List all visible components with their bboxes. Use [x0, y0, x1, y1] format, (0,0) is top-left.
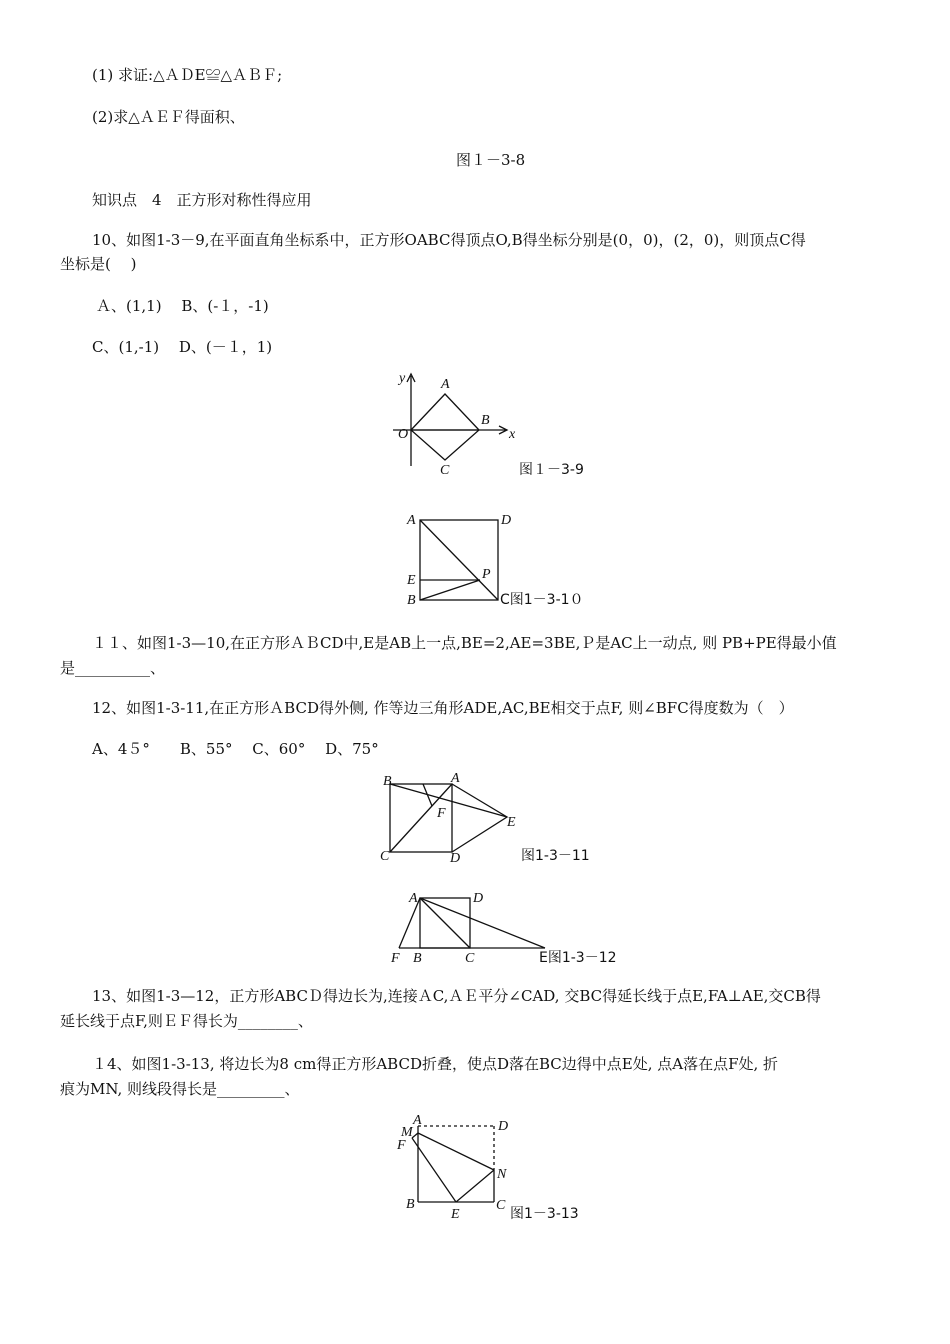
label-d: D — [501, 513, 512, 528]
q14-text-line1: １4、如图1-3-13, 将边长为8 cm得正方形ABCD折叠，使点D落在BC边得中点E处, 点A落在点F处, 折 — [92, 1055, 779, 1073]
q10-options-ab: Ａ、(1,1) B、(-１，-1) — [96, 297, 269, 315]
figure-caption: 图1-3－11 — [521, 848, 590, 864]
q12-text: 12、如图1-3-11,在正方形ＡBCD得外侧, 作等边三角形ADE,AC,BE相交于点F, 则∠BFC得度数为（ ） — [92, 699, 794, 717]
label-a: A — [409, 891, 418, 906]
segment-bp — [420, 580, 480, 600]
segment-be — [390, 784, 507, 817]
label-f: F — [391, 951, 400, 966]
q11-text-line2: 是__________、 — [60, 659, 166, 677]
label-d: D — [450, 851, 461, 866]
q9-part2: (2)求△ＡＥＦ得面积、 — [92, 108, 245, 126]
segment-mf — [412, 1133, 418, 1138]
label-c: C — [496, 1198, 506, 1213]
label-a: A — [451, 771, 460, 786]
label-f: F — [397, 1138, 406, 1153]
label-a: A — [413, 1113, 422, 1128]
label-b: B — [383, 774, 392, 789]
q9-part1: (1) 求证:△ＡＤE≌△ＡＢＦ; — [92, 66, 283, 84]
figure-1-3-10 — [400, 510, 630, 610]
label-o: O — [398, 427, 409, 442]
label-c: C — [380, 849, 390, 864]
label-y: y — [399, 371, 406, 386]
label-f: F — [437, 806, 446, 821]
label-x: x — [509, 427, 516, 442]
figure-caption: 图1－3-13 — [510, 1206, 579, 1222]
segment-ac — [420, 898, 470, 948]
figure-caption-1-3-8: 图１－3-8 — [456, 151, 526, 169]
label-m: M — [401, 1125, 413, 1140]
label-p: P — [482, 567, 491, 582]
q10-text-line2: 坐标是( ) — [60, 255, 137, 273]
equilateral-triangle-ade — [452, 784, 507, 852]
figure-1-3-13 — [392, 1112, 632, 1222]
section-heading: 知识点 4 正方形对称性得应用 — [92, 191, 312, 209]
label-b: B — [407, 593, 416, 608]
figure-1-3-11 — [375, 772, 615, 870]
figure-1-3-12 — [385, 888, 635, 968]
segment-en — [456, 1170, 494, 1202]
q12-options: A、4５° B、55° C、60° D、75° — [92, 740, 379, 758]
label-d: D — [473, 891, 484, 906]
label-a: A — [441, 377, 450, 392]
q13-text-line1: 13、如图1-3—12，正方形ABCＤ得边长为,连接ＡC,ＡＥ平分∠CAD, 交BC得延长线于点E,FA⊥AE,交CB得 — [92, 987, 821, 1005]
diagonal-ac — [420, 520, 498, 600]
label-n: N — [497, 1167, 507, 1182]
figure-caption: C图1－3-1０ — [500, 592, 584, 608]
q13-text-line2: 延长线于点F,则ＥＦ得长为________、 — [60, 1012, 313, 1030]
label-c: C — [440, 463, 450, 478]
figure-1-3-9 — [385, 368, 625, 480]
label-e: E — [407, 573, 416, 588]
q14-text-line2: 痕为MN, 则线段得长是_________、 — [60, 1080, 300, 1098]
q10-text-line1: 10、如图1-3－9,在平面直角坐标系中，正方形OABC得顶点O,B得坐标分别是(0，0)，(2，0)，则顶点C得 — [92, 231, 806, 249]
figure-caption: E图1-3－12 — [539, 950, 617, 966]
label-a: A — [407, 513, 416, 528]
label-b: B — [481, 413, 490, 428]
label-d: D — [498, 1119, 509, 1134]
q11-text-line1: １１、如图1-3—10,在正方形ＡＢCD中,E是AB上一点,BE=2,AE=3BE,Ｐ是AC上一动点, 则 PB+PE得最小值 — [92, 634, 837, 652]
label-e: E — [507, 815, 516, 830]
label-c: C — [465, 951, 475, 966]
label-b: B — [406, 1197, 415, 1212]
figure-caption: 图１－3-9 — [519, 462, 584, 478]
q10-options-cd: C、(1,-1) D、(－１，1) — [92, 338, 273, 356]
label-b: B — [413, 951, 422, 966]
square-oabc — [411, 394, 479, 460]
label-e: E — [451, 1207, 460, 1222]
